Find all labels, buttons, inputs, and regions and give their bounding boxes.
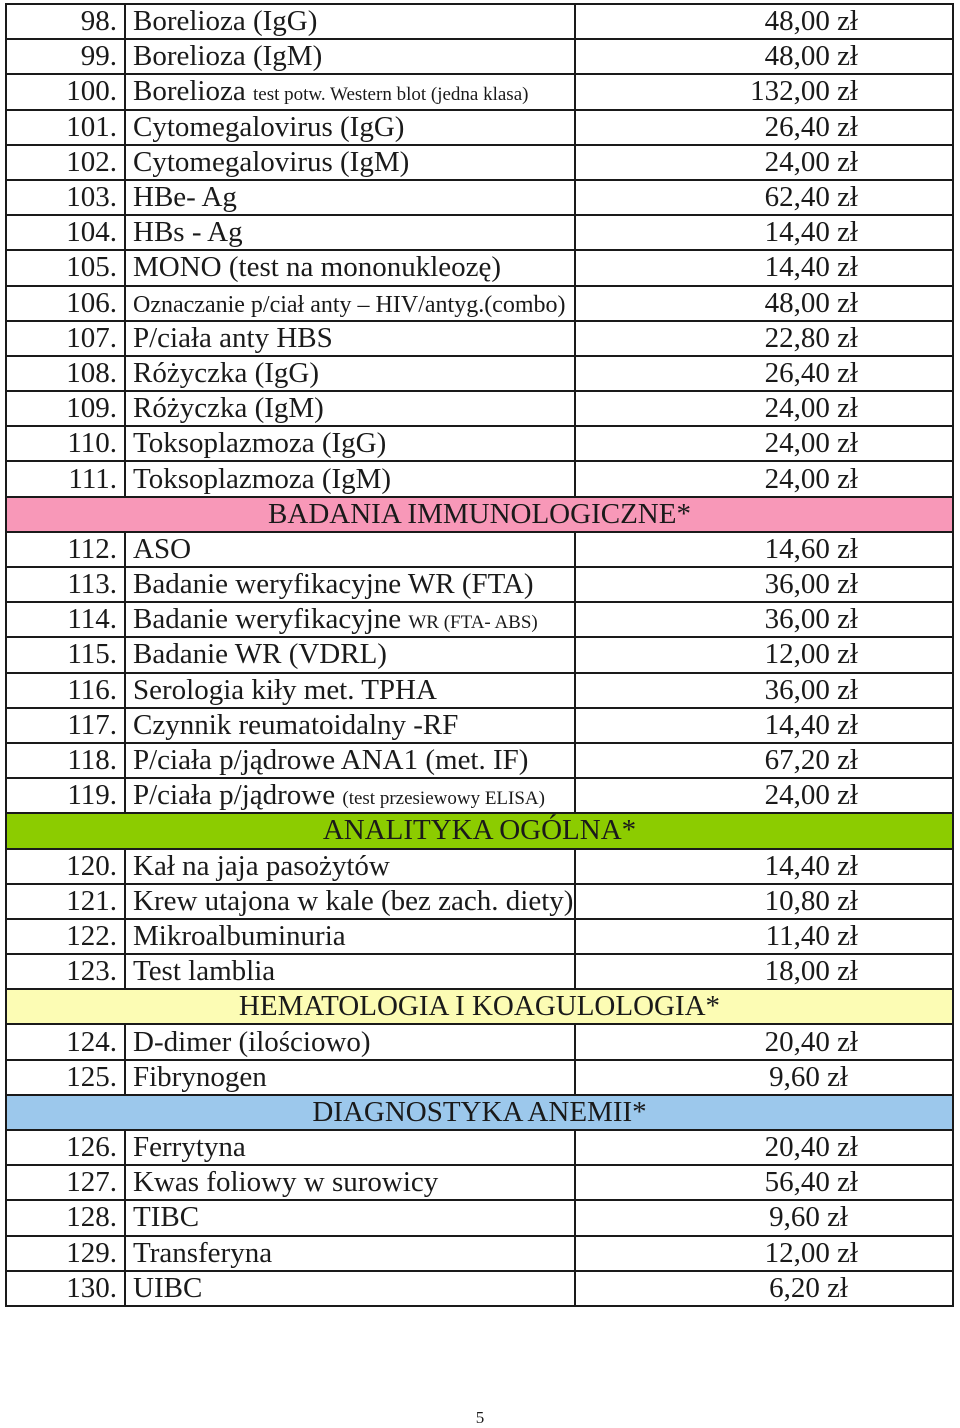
test-number: 101. bbox=[6, 110, 125, 145]
page-number: 5 bbox=[475, 1408, 485, 1427]
test-price: 11,40 zł bbox=[575, 919, 953, 954]
test-name: Badanie weryfikacyjne bbox=[133, 603, 402, 636]
price-row bbox=[6, 180, 953, 215]
test-number: 108. bbox=[6, 356, 125, 391]
test-number: 120. bbox=[6, 849, 125, 884]
test-number: 105. bbox=[6, 250, 125, 285]
section-title: BADANIA IMMUNOLOGICZNE* bbox=[6, 497, 953, 532]
test-name-cell bbox=[125, 849, 575, 884]
price-row bbox=[6, 1024, 953, 1059]
price-row bbox=[6, 637, 953, 672]
test-name-cell bbox=[125, 1200, 575, 1235]
test-name-cell bbox=[125, 1165, 575, 1200]
test-price: 14,40 zł bbox=[575, 849, 953, 884]
test-number: 107. bbox=[6, 321, 125, 356]
price-row bbox=[6, 1165, 953, 1200]
price-row bbox=[6, 1200, 953, 1235]
test-name: Toksoplazmoza (IgG) bbox=[133, 427, 387, 460]
test-price: 48,00 zł bbox=[575, 286, 953, 321]
test-number: 121. bbox=[6, 884, 125, 919]
test-price: 10,80 zł bbox=[575, 884, 953, 919]
test-name: Krew utajona w kale (bez zach. diety) bbox=[133, 884, 574, 917]
price-row bbox=[6, 708, 953, 743]
test-name-cell bbox=[125, 461, 575, 496]
test-name: MONO (test na mononukleozę) bbox=[133, 251, 502, 284]
test-number: 115. bbox=[6, 637, 125, 672]
test-price: 14,40 zł bbox=[575, 215, 953, 250]
test-number: 128. bbox=[6, 1200, 125, 1235]
test-name-cell bbox=[125, 321, 575, 356]
test-name: Borelioza (IgM) bbox=[133, 40, 323, 73]
test-name: Czynnik reumatoidalny -RF bbox=[133, 708, 459, 741]
test-number: 119. bbox=[6, 778, 125, 813]
price-row bbox=[6, 919, 953, 954]
test-name-cell bbox=[125, 215, 575, 250]
price-list-table bbox=[5, 3, 954, 1307]
test-name: Cytomegalovirus (IgG) bbox=[133, 110, 405, 143]
test-number: 103. bbox=[6, 180, 125, 215]
test-name-cell bbox=[125, 286, 575, 321]
test-number: 127. bbox=[6, 1165, 125, 1200]
price-row bbox=[6, 461, 953, 496]
test-price: 18,00 zł bbox=[575, 954, 953, 989]
test-number: 114. bbox=[6, 602, 125, 637]
price-row bbox=[6, 954, 953, 989]
test-name: Serologia kiły met. TPHA bbox=[133, 673, 437, 706]
section-title: HEMATOLOGIA I KOAGULOLOGIA* bbox=[6, 989, 953, 1024]
test-name: Cytomegalovirus (IgM) bbox=[133, 145, 410, 178]
test-number: 116. bbox=[6, 673, 125, 708]
test-name: P/ciała anty HBS bbox=[133, 321, 333, 354]
test-name-cell bbox=[125, 919, 575, 954]
test-number: 113. bbox=[6, 567, 125, 602]
test-price: 24,00 zł bbox=[575, 461, 953, 496]
test-name: Borelioza bbox=[133, 75, 246, 108]
test-name: HBs - Ag bbox=[133, 216, 243, 249]
test-name-cell bbox=[125, 110, 575, 145]
price-row bbox=[6, 321, 953, 356]
section-title: DIAGNOSTYKA ANEMII* bbox=[6, 1095, 953, 1130]
test-name-cell bbox=[125, 708, 575, 743]
test-name: TIBC bbox=[133, 1201, 200, 1234]
test-number: 117. bbox=[6, 708, 125, 743]
test-price: 24,00 zł bbox=[575, 426, 953, 461]
section-title: ANALITYKA OGÓLNA* bbox=[6, 813, 953, 848]
test-price: 9,60 zł bbox=[575, 1200, 953, 1235]
test-name-cell bbox=[125, 778, 575, 813]
section-header-row bbox=[6, 813, 953, 848]
test-name: ASO bbox=[133, 532, 192, 565]
price-row bbox=[6, 1236, 953, 1271]
price-row bbox=[6, 849, 953, 884]
test-name-cell bbox=[125, 1236, 575, 1271]
test-number: 100. bbox=[6, 74, 125, 109]
test-name-cell bbox=[125, 1130, 575, 1165]
price-row bbox=[6, 356, 953, 391]
price-list-body bbox=[6, 4, 953, 1306]
section-header-row bbox=[6, 497, 953, 532]
price-row bbox=[6, 743, 953, 778]
test-price: 20,40 zł bbox=[575, 1130, 953, 1165]
test-price: 12,00 zł bbox=[575, 637, 953, 672]
test-name: Fibrynogen bbox=[133, 1060, 267, 1093]
test-name-cell bbox=[125, 250, 575, 285]
test-number: 99. bbox=[6, 39, 125, 74]
price-row bbox=[6, 426, 953, 461]
test-number: 98. bbox=[6, 4, 125, 39]
test-name: UIBC bbox=[133, 1271, 203, 1304]
test-name: Kwas foliowy w surowicy bbox=[133, 1166, 439, 1199]
price-row bbox=[6, 74, 953, 109]
section-header-row bbox=[6, 989, 953, 1024]
test-name-cell bbox=[125, 74, 575, 109]
test-price: 14,40 zł bbox=[575, 250, 953, 285]
test-number: 111. bbox=[6, 461, 125, 496]
price-row bbox=[6, 110, 953, 145]
test-name-cell bbox=[125, 39, 575, 74]
test-price: 9,60 zł bbox=[575, 1060, 953, 1095]
price-row bbox=[6, 4, 953, 39]
test-number: 122. bbox=[6, 919, 125, 954]
test-note: WR (FTA- ABS) bbox=[408, 612, 538, 634]
test-price: 132,00 zł bbox=[575, 74, 953, 109]
test-name: Różyczka (IgM) bbox=[133, 392, 324, 425]
test-name-cell bbox=[125, 743, 575, 778]
test-name-cell bbox=[125, 884, 575, 919]
test-name: P/ciała p/jądrowe ANA1 (met. IF) bbox=[133, 744, 529, 777]
test-price: 56,40 zł bbox=[575, 1165, 953, 1200]
test-name-cell bbox=[125, 391, 575, 426]
test-number: 110. bbox=[6, 426, 125, 461]
test-price: 12,00 zł bbox=[575, 1236, 953, 1271]
test-note: test potw. Western blot (jedna klasa) bbox=[252, 84, 529, 106]
price-row bbox=[6, 602, 953, 637]
test-name: HBe- Ag bbox=[133, 181, 237, 214]
test-name-cell bbox=[125, 532, 575, 567]
price-row bbox=[6, 1060, 953, 1095]
test-number: 126. bbox=[6, 1130, 125, 1165]
price-row bbox=[6, 39, 953, 74]
test-number: 124. bbox=[6, 1024, 125, 1059]
test-price: 14,40 zł bbox=[575, 708, 953, 743]
test-name-cell bbox=[125, 567, 575, 602]
test-note: (test przesiewowy ELISA) bbox=[342, 788, 545, 810]
test-price: 48,00 zł bbox=[575, 39, 953, 74]
test-number: 106. bbox=[6, 286, 125, 321]
test-number: 130. bbox=[6, 1271, 125, 1306]
test-name-cell bbox=[125, 356, 575, 391]
section-header-row bbox=[6, 1095, 953, 1130]
test-name-cell bbox=[125, 1060, 575, 1095]
price-row bbox=[6, 884, 953, 919]
test-name-cell bbox=[125, 954, 575, 989]
test-number: 109. bbox=[6, 391, 125, 426]
test-name-cell bbox=[125, 426, 575, 461]
price-row bbox=[6, 250, 953, 285]
test-name: Oznaczanie p/ciał anty – HIV/antyg.(combo) bbox=[133, 291, 566, 318]
test-price: 14,60 zł bbox=[575, 532, 953, 567]
test-name: Toksoplazmoza (IgM) bbox=[133, 462, 392, 495]
price-row bbox=[6, 286, 953, 321]
test-name: Badanie WR (VDRL) bbox=[133, 638, 387, 671]
test-price: 36,00 zł bbox=[575, 673, 953, 708]
price-row bbox=[6, 391, 953, 426]
price-row bbox=[6, 145, 953, 180]
price-row bbox=[6, 567, 953, 602]
test-name-cell bbox=[125, 673, 575, 708]
test-name-cell bbox=[125, 637, 575, 672]
test-name: Ferrytyna bbox=[133, 1131, 246, 1164]
test-price: 6,20 zł bbox=[575, 1271, 953, 1306]
test-price: 26,40 zł bbox=[575, 110, 953, 145]
test-name: Borelioza (IgG) bbox=[133, 5, 318, 38]
test-number: 102. bbox=[6, 145, 125, 180]
test-number: 129. bbox=[6, 1236, 125, 1271]
test-number: 125. bbox=[6, 1060, 125, 1095]
test-price: 20,40 zł bbox=[575, 1024, 953, 1059]
price-row bbox=[6, 673, 953, 708]
test-price: 24,00 zł bbox=[575, 145, 953, 180]
test-price: 22,80 zł bbox=[575, 321, 953, 356]
test-price: 67,20 zł bbox=[575, 743, 953, 778]
test-name-cell bbox=[125, 180, 575, 215]
test-name: Mikroalbuminuria bbox=[133, 919, 346, 952]
test-number: 123. bbox=[6, 954, 125, 989]
test-price: 36,00 zł bbox=[575, 567, 953, 602]
price-row bbox=[6, 778, 953, 813]
price-row bbox=[6, 532, 953, 567]
test-number: 118. bbox=[6, 743, 125, 778]
test-name: Badanie weryfikacyjne WR (FTA) bbox=[133, 568, 534, 601]
price-row bbox=[6, 1271, 953, 1306]
test-name: P/ciała p/jądrowe bbox=[133, 779, 336, 812]
test-name-cell bbox=[125, 602, 575, 637]
test-number: 112. bbox=[6, 532, 125, 567]
test-name: D-dimer (ilościowo) bbox=[133, 1025, 371, 1058]
price-row bbox=[6, 215, 953, 250]
test-name-cell bbox=[125, 4, 575, 39]
test-price: 24,00 zł bbox=[575, 391, 953, 426]
test-name: Różyczka (IgG) bbox=[133, 356, 319, 389]
test-name-cell bbox=[125, 1024, 575, 1059]
price-row bbox=[6, 1130, 953, 1165]
test-price: 62,40 zł bbox=[575, 180, 953, 215]
test-number: 104. bbox=[6, 215, 125, 250]
test-name-cell bbox=[125, 1271, 575, 1306]
test-name: Transferyna bbox=[133, 1236, 273, 1269]
test-name-cell bbox=[125, 145, 575, 180]
test-name: Kał na jaja pasożytów bbox=[133, 849, 390, 882]
test-price: 26,40 zł bbox=[575, 356, 953, 391]
test-price: 24,00 zł bbox=[575, 778, 953, 813]
test-price: 48,00 zł bbox=[575, 4, 953, 39]
test-name: Test lamblia bbox=[133, 955, 276, 988]
test-price: 36,00 zł bbox=[575, 602, 953, 637]
